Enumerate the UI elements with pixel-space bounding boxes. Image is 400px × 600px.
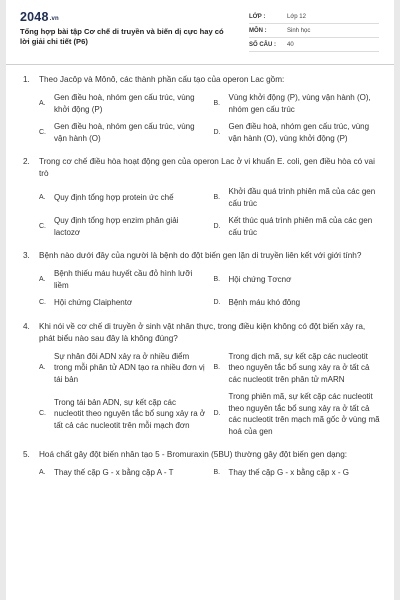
question-text: Bệnh nào dưới đây của người là bệnh do đột biến gen lặn di truyền liên kết với giới tính? <box>39 251 362 260</box>
option-b[interactable]: B. Vùng khởi động (P), vùng vận hành (O), nhóm gen cấu trúc <box>213 93 371 114</box>
question-1 <box>23 74 380 144</box>
document-header <box>6 0 394 64</box>
option-a[interactable]: A. Thay thế cặp G - x bằng cặp A - T <box>39 468 174 477</box>
meta-class: LỚP : Lớp 12 <box>249 10 379 24</box>
option-c[interactable]: C. Hội chứng Claiphentơ <box>39 298 133 307</box>
question-number: 5. <box>23 450 30 459</box>
option-b[interactable]: B. Khởi đầu quá trình phiên mã của các gen cấu trúc <box>213 187 376 208</box>
option-c[interactable]: C. Quy định tổng hợp enzim phân giải lactozơ <box>39 216 179 237</box>
document-meta <box>249 10 379 52</box>
answer-options <box>23 351 380 438</box>
question-4 <box>23 321 380 438</box>
option-a[interactable]: A. Quy định tổng hợp protein ức chế <box>39 192 174 202</box>
question-number: 4. <box>23 321 30 331</box>
option-d[interactable]: D. Trong phiên mã, sự kết cặp các nucleotit theo nguyên tắc bổ sung xảy ra ở tất cả các nucleotit trên mạch mã gốc ở vùng mã hoá của gen <box>213 392 380 436</box>
option-b[interactable]: B. Hội chứng Tơcnơ <box>213 274 292 284</box>
document-title: Tổng hợp bài tập Cơ chế di truyền và biến dị cực hay có lời giải chi tiết (P6) <box>20 27 224 46</box>
answer-options <box>23 467 380 479</box>
option-b[interactable]: B. Trong dịch mã, sự kết cặp các nucleotit theo nguyên tắc bổ sung xảy ra ở tất cả các nucleotit trên phân tử mARN <box>213 351 370 384</box>
meta-subject: MÔN : Sinh học <box>249 24 379 38</box>
question-2 <box>23 156 380 238</box>
answer-options <box>23 92 380 144</box>
meta-question-count: SỐ CÂU : 40 <box>249 38 379 52</box>
answer-options <box>23 268 380 309</box>
option-b[interactable]: B. Thay thế cặp G - x bằng cặp x - G <box>213 468 349 477</box>
header-divider <box>6 64 394 65</box>
question-3 <box>23 250 380 309</box>
option-a[interactable]: A. Sự nhân đôi ADN xảy ra ở nhiều điểm trong mỗi phân tử ADN tạo ra nhiều đơn vị tái bản <box>39 351 205 384</box>
question-text: Hoá chất gây đột biến nhân tạo 5 - Bromuraxin (5BU) thường gây đột biến gen dạng: <box>39 450 348 459</box>
question-5 <box>23 449 380 479</box>
option-d[interactable]: D. Bệnh máu khó đông <box>213 298 301 307</box>
option-d[interactable]: D. Kết thúc quá trình phiên mã của các gen cấu trúc <box>213 216 373 237</box>
option-c[interactable]: C. Trong tái bản ADN, sự kết cặp các nucleotit theo nguyên tắc bổ sung xảy ra ở tất cả các nucleotit trên mỗi mạch đơn <box>39 397 206 430</box>
option-c[interactable]: C. Gen điều hoà, nhóm gen cấu trúc, vùng vận hành (O) <box>39 122 195 143</box>
question-list <box>6 74 394 491</box>
question-text: Khi nói về cơ chế di truyền ở sinh vật nhân thực, trong điều kiện không có đột biến xảy ra, phát biểu nào sau đây là không đúng? <box>39 321 366 343</box>
option-a[interactable]: A. Bệnh thiếu máu huyết cầu đỏ hình lưỡi liềm <box>39 269 193 290</box>
answer-options <box>23 186 380 238</box>
option-d[interactable]: D. Gen điều hoà, nhóm gen cấu trúc, vùng vận hành (O), vùng khởi động (P) <box>213 122 370 143</box>
question-number: 2. <box>23 157 30 166</box>
question-number: 3. <box>23 251 30 260</box>
document-page <box>6 0 394 600</box>
question-number: 1. <box>23 75 30 84</box>
site-logo[interactable]: 2048.vn <box>20 10 59 24</box>
option-a[interactable]: A. Gen điều hoà, nhóm gen cấu trúc, vùng khởi động (P) <box>39 93 195 114</box>
question-text: Trong cơ chế điều hòa hoạt động gen của operon Lac ở vi khuẩn E. coli, gen điều hòa có vai trò <box>39 157 375 178</box>
question-text: Theo Jacôp và Mônô, các thành phần cấu tạo của operon Lac gồm: <box>39 75 285 84</box>
